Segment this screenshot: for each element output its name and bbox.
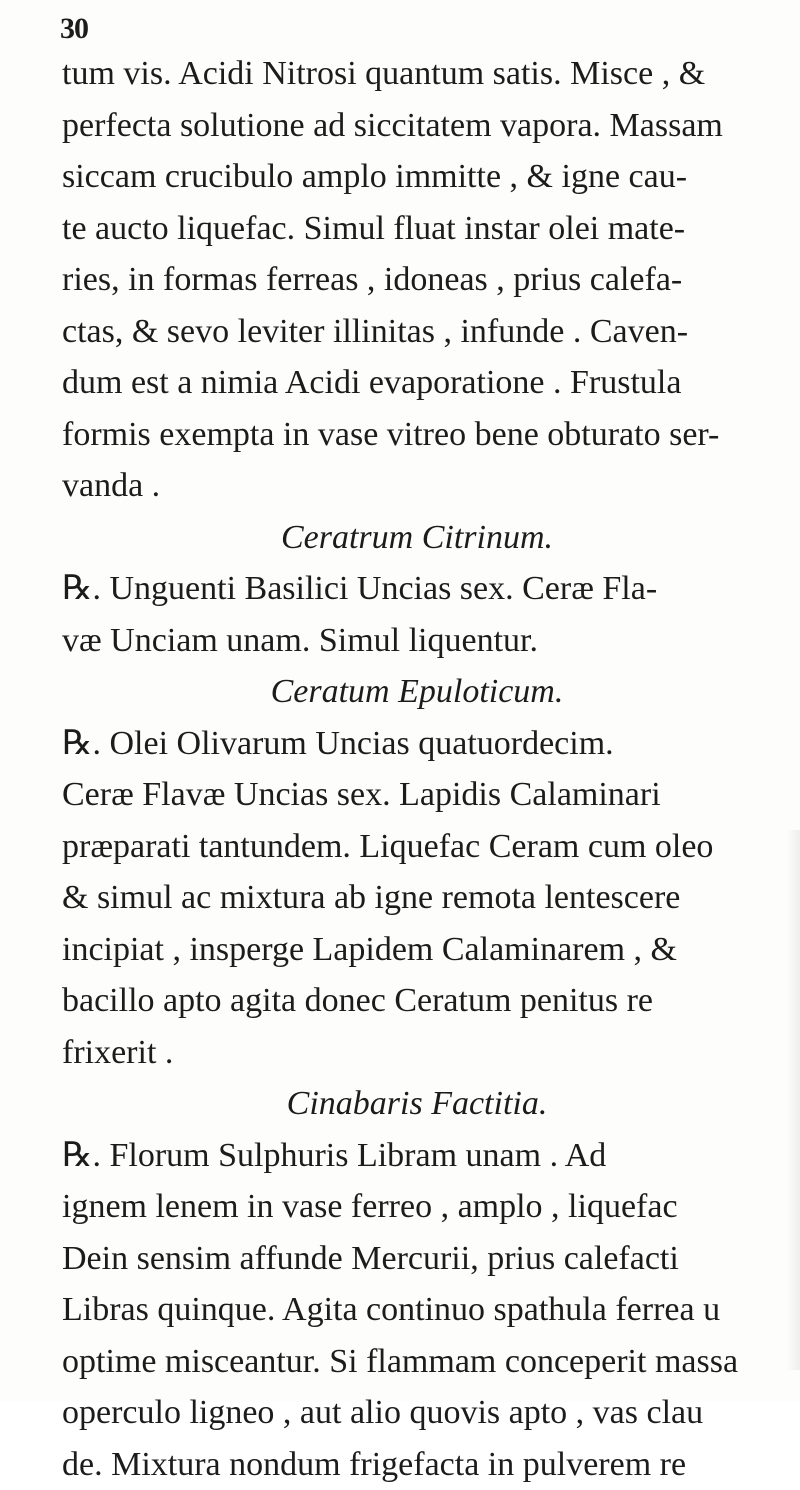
text-line: tum vis. Acidi Nitrosi quantum satis. Misce , & — [62, 48, 800, 100]
text-line: de. Mixtura nondum frigefacta in pulverem re — [62, 1439, 800, 1490]
section-heading: Ceratrum Citrinum. — [62, 512, 800, 564]
text-line: vanda . — [62, 460, 800, 512]
text-line: ctas, & sevo leviter illinitas , infunde . Caven- — [62, 306, 800, 358]
text-line: dum est a nimia Acidi evaporatione . Frustula — [62, 357, 800, 409]
text-block — [62, 48, 800, 1490]
page-number: 30 — [60, 12, 88, 46]
text-line: frixerit . — [62, 1027, 800, 1079]
text-line: Dein sensim affunde Mercurii, prius calefacti — [62, 1233, 800, 1285]
text-line: ignem lenem in vase ferreo , amplo , liquefac — [62, 1181, 800, 1233]
text-line: optime misceantur. Si flammam conceperit massa — [62, 1336, 800, 1388]
text-line: formis exempta in vase vitreo bene obturato ser- — [62, 409, 800, 461]
section-heading: Ceratum Epuloticum. — [62, 666, 800, 718]
text-line: Ceræ Flavæ Uncias sex. Lapidis Calaminari — [62, 769, 800, 821]
section-heading: Cinabaris Factitia. — [62, 1078, 800, 1130]
text-line: ℞. Unguenti Basilici Uncias sex. Ceræ Fla- — [62, 563, 800, 615]
text-line: perfecta solutione ad siccitatem vapora. Massam — [62, 100, 800, 152]
text-line: siccam crucibulo amplo immitte , & igne cau- — [62, 151, 800, 203]
text-line: te aucto liquefac. Simul fluat instar olei mate- — [62, 203, 800, 255]
text-line: bacillo apto agita donec Ceratum penitus re — [62, 975, 800, 1027]
text-line: operculo ligneo , aut alio quovis apto , vas clau — [62, 1387, 800, 1439]
text-line: ℞. Olei Olivarum Uncias quatuordecim. — [62, 718, 800, 770]
text-line: ℞. Florum Sulphuris Libram unam . Ad — [62, 1130, 800, 1182]
text-line: præparati tantundem. Liquefac Ceram cum oleo — [62, 821, 800, 873]
page-edge-shadow — [786, 830, 800, 1370]
text-line: incipiat , insperge Lapidem Calaminarem , & — [62, 924, 800, 976]
text-line: Libras quinque. Agita continuo spathula ferrea u — [62, 1284, 800, 1336]
text-line: væ Unciam unam. Simul liquentur. — [62, 615, 800, 667]
text-line: & simul ac mixtura ab igne remota lentescere — [62, 872, 800, 924]
text-line: ries, in formas ferreas , idoneas , prius calefa- — [62, 254, 800, 306]
